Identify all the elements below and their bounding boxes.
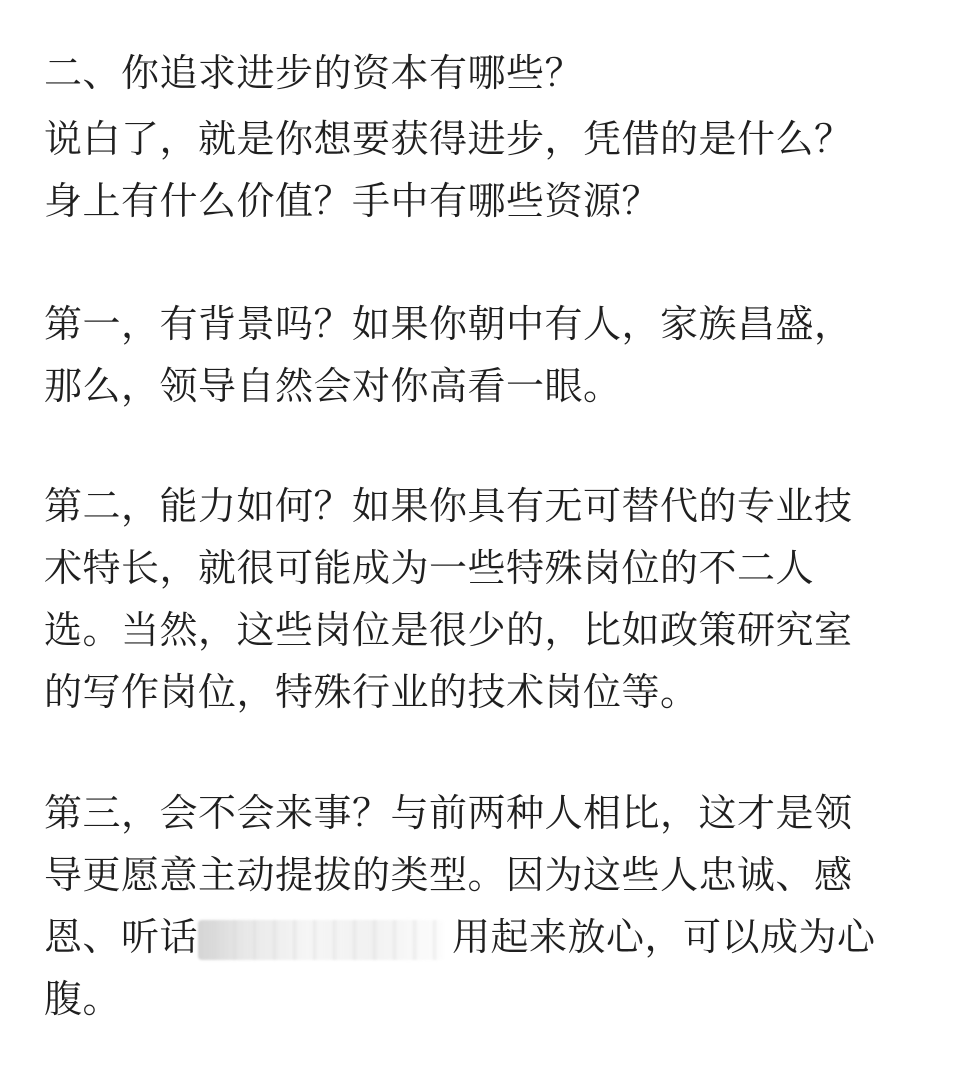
paragraph-line: 第一，有背景吗？如果你朝中有人，家族昌盛， — [44, 302, 853, 346]
paragraph-line: 说白了，就是你想要获得进步，凭借的是什么？ — [44, 117, 853, 161]
paragraph-line: 选。当然，这些岗位是很少的，比如政策研究室 — [44, 608, 853, 652]
paragraph-line: 术特长，就很可能成为一些特殊岗位的不二人 — [44, 546, 815, 590]
paragraph-line: 那么，领导自然会对你高看一眼。 — [44, 364, 622, 408]
redaction-smudge — [198, 920, 444, 960]
paragraph-line: 导更愿意主动提拔的类型。因为这些人忠诚、感 — [44, 853, 853, 897]
line-text-after-redaction: 用起来放心，可以成为心 — [452, 915, 876, 959]
section-heading: 二、你追求进步的资本有哪些？ — [44, 51, 584, 95]
paragraph-line — [44, 913, 876, 961]
paragraph-line: 腹。 — [44, 977, 122, 1021]
paragraph-line: 身上有什么价值？手中有哪些资源？ — [44, 179, 661, 223]
paragraph-line: 的写作岗位，特殊行业的技术岗位等。 — [44, 670, 699, 714]
paragraph-line: 第三，会不会来事？与前两种人相比，这才是领 — [44, 791, 853, 835]
paragraph-line: 第二，能力如何？如果你具有无可替代的专业技 — [44, 484, 853, 528]
line-text-before-redaction: 恩、听话 — [44, 915, 199, 959]
